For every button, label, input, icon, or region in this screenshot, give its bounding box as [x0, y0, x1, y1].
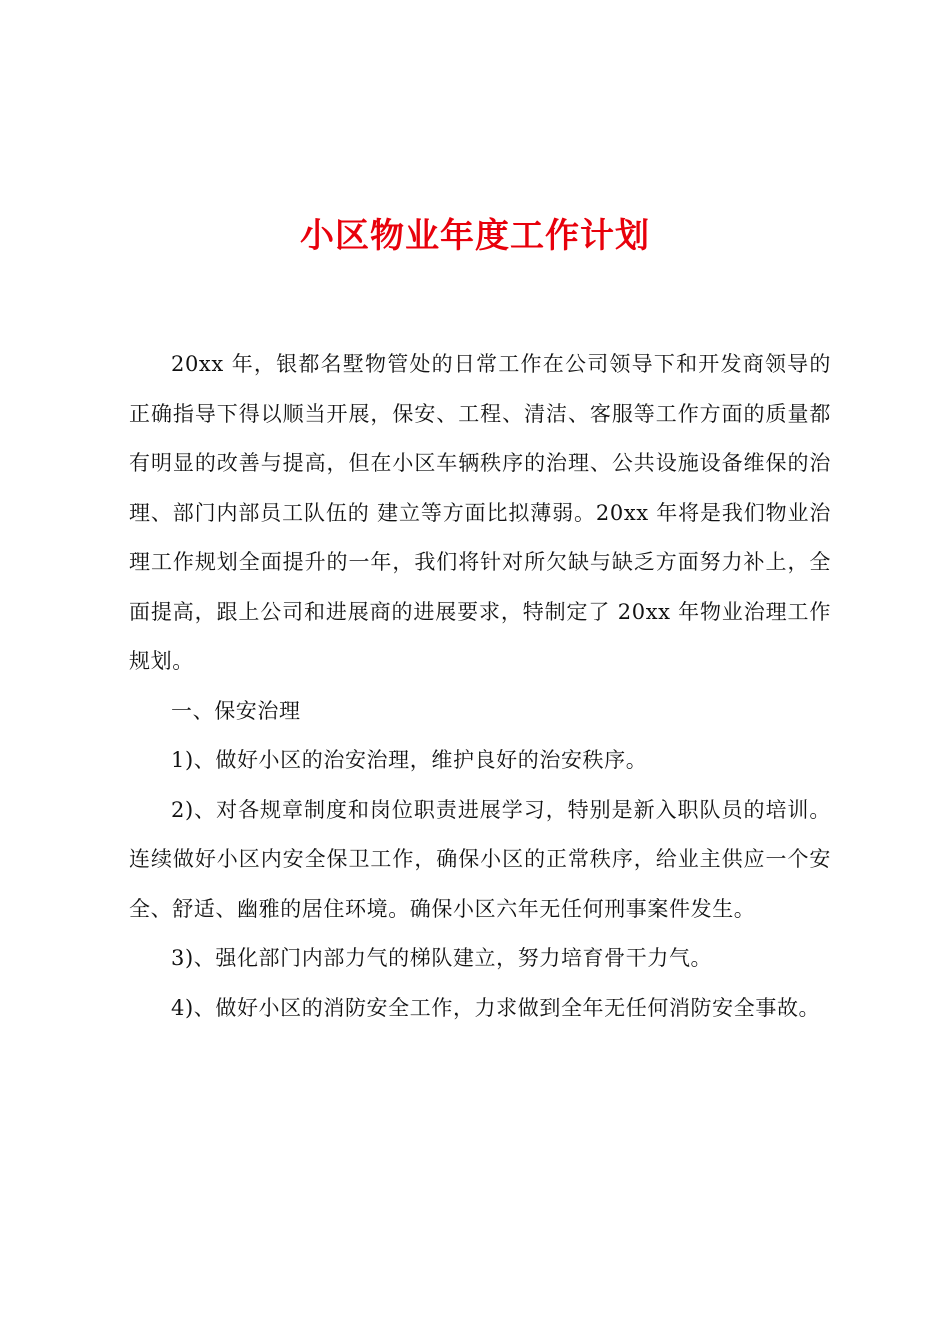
list-item-4: 4)、做好小区的消防安全工作，力求做到全年无任何消防安全事故。	[171, 995, 821, 1020]
section-heading-security: 一、保安治理	[171, 698, 301, 723]
document-title: 小区物业年度工作计划	[300, 216, 650, 256]
document-body	[129, 340, 831, 1033]
list-item-3: 3)、强化部门内部力气的梯队建立，努力培育骨干力气。	[171, 946, 713, 970]
list-item-2: 2)、对各规章制度和岗位职责进展学习，特别是新入职队员的培训。 连续做好小区内安全保卫工作，确保小区的正常秩序，给业主供应一个安全、舒适、幽雅的居住环境。确保小区六年无任何刑事案件发生。	[129, 797, 831, 921]
intro-paragraph: 20xx 年，银都名墅物管处的日常工作在公司领导下和开发商领导的正确指导下得以顺当开展，保安、工程、清洁、客服等工作方面的质量都有明显的改善与提高，但在小区车辆秩序的治理、公共设施设备维保的治理、部门内部员工队伍的 建立等方面比拟薄弱。20xx 年将是我们物业治理工作规划全面提升的一年，我们将针对所欠缺与缺乏方面努力补上，全面提高，跟上公司和进展商的进展要求，特制定了 20xx 年物业治理工作规划。	[129, 352, 831, 673]
list-item-1: 1)、做好小区的治安治理，维护良好的治安秩序。	[171, 748, 648, 772]
